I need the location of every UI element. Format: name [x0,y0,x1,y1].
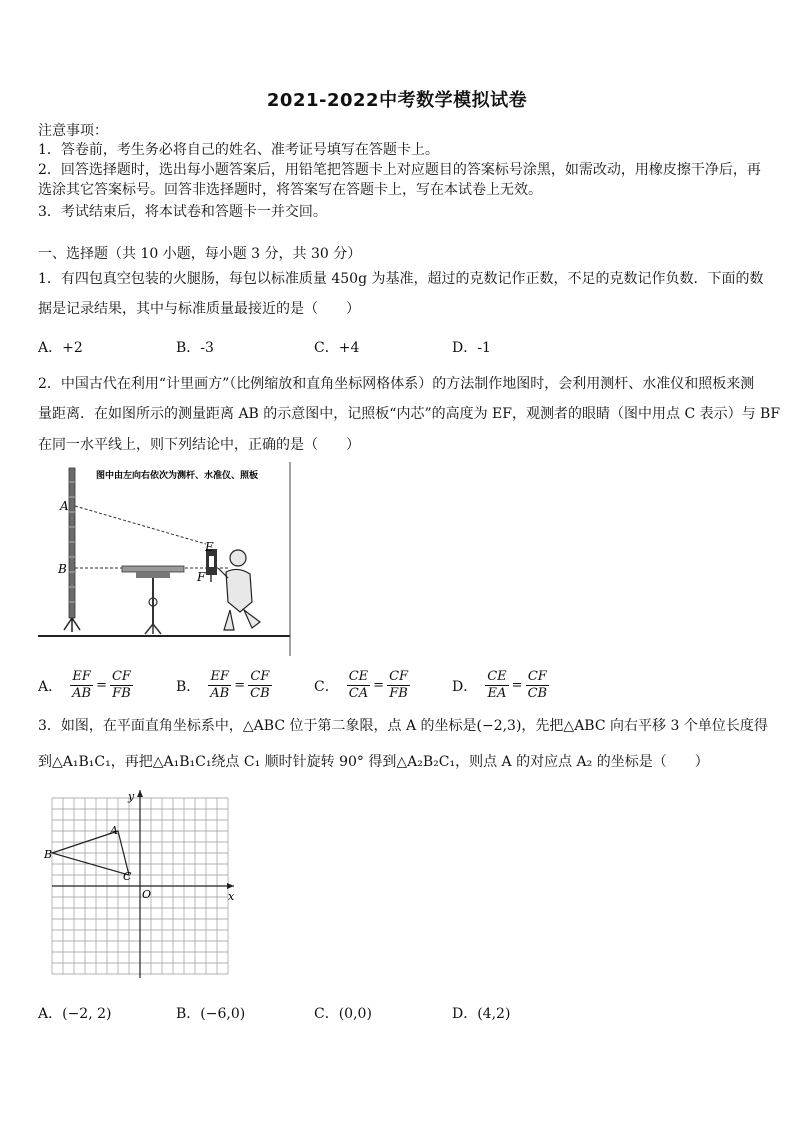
water-level [122,566,184,572]
axis-label-y: y [128,790,135,803]
fraction: $\frac{CF}{CB}$ [527,669,548,701]
question-2-text: 2．中国古代在利用“计里画方”（比例缩放和直角坐标网格体系）的方法制作地图时，会利用测杆、水准仪和照板来测 [38,376,755,392]
q1-option-b[interactable]: B．-3 [176,340,214,356]
point-label-a: A [110,824,118,837]
question-3-text: 3．如图，在平面直角坐标系中，△ABC 位于第二象限，点 A 的坐标是(−2,3)，先把△ABC 向右平移 3 个单位长度得 [38,718,768,734]
surveying-figure [38,462,294,657]
point-label-c: C [123,870,132,883]
label-b: B [58,562,67,576]
page-title: 2021-2022中考数学模拟试卷 [266,90,528,111]
coordinate-grid-figure [42,788,238,984]
origin-label: O [142,888,152,901]
q1-option-d[interactable]: D．-1 [452,340,491,356]
axis-label-x: x [228,890,235,903]
point-label-b: B [44,848,53,861]
notice-item: 选涂其它答案标号。回答非选择题时，将答案写在答题卡上，写在本试卷上无效。 [38,182,542,198]
q3-option-d[interactable]: D．(4,2) [452,1006,511,1022]
rod-stand [64,618,80,632]
sight-line-a [75,506,206,544]
fraction: $\frac{EF}{AB}$ [72,669,92,701]
option-label: A． [38,678,63,695]
question-3-text: 到△A₁B₁C₁，再把△A₁B₁C₁绕点 C₁ 顺时针旋转 90° 得到△A₂B₂C₁，则点 A 的对应点 A₂ 的坐标是（ ） [38,754,709,770]
fraction: $\frac{CE}{CA}$ [348,669,369,701]
fraction: $\frac{CF}{FB}$ [389,669,409,701]
q3-option-c[interactable]: C．(0,0) [314,1006,372,1022]
q2-option-b[interactable]: B． $\frac{EF}{AB}$ = $\frac{CF}{CB}$ [176,669,270,701]
option-label: C． [314,678,339,695]
q2-option-c[interactable]: C． $\frac{CE}{CA}$ = $\frac{CF}{FB}$ [314,669,409,701]
question-2-text: 量距离．在如图所示的测量距离 AB 的示意图中，记照板“内芯”的高度为 EF，观测者的眼睛（图中用点 C 表示）与 BF [38,406,781,422]
notice-item: 3．考试结束后，将本试卷和答题卡一并交回。 [38,204,327,220]
question-1-text: 1．有四包真空包装的火腿肠，每包以标准质量 450g 为基准，超过的克数记作正数，不足的克数记作负数．下面的数 [38,271,764,287]
observer-figure [218,550,260,630]
label-e: E [205,540,214,554]
q2-option-a[interactable]: A． $\frac{EF}{AB}$ = $\frac{CF}{FB}$ [38,669,131,701]
option-label: D． [452,678,478,695]
q3-option-b[interactable]: B．(−6,0) [176,1006,246,1022]
question-2-text: 在同一水平线上，则下列结论中，正确的是（ ） [38,437,360,453]
figure-caption: 图中由左向右依次为测杆、水准仪、照板 [96,471,259,481]
label-f: F [197,570,206,584]
q1-option-c[interactable]: C．+4 [314,340,360,356]
fraction: $\frac{CE}{EA}$ [487,669,507,701]
notice-item: 1．答卷前，考生务必将自己的姓名、准考证号填写在答题卡上。 [38,142,439,158]
notice-heading: 注意事项： [38,123,108,139]
section-heading: 一、选择题（共 10 小题，每小题 3 分，共 30 分） [38,246,362,262]
q3-option-a[interactable]: A．(−2, 2) [38,1006,112,1022]
question-1-text: 据是记录结果，其中与标准质量最接近的是（ ） [38,301,360,317]
measuring-rod [69,468,75,618]
fraction: $\frac{CF}{CB}$ [250,669,270,701]
notice-item: 2．回答选择题时，选出每小题答案后，用铅笔把答题卡上对应题目的答案标号涂黑，如需改动，用橡皮擦干净后，再 [38,162,761,178]
label-a: A [60,499,69,513]
fraction: $\frac{CF}{FB}$ [111,669,131,701]
q1-option-a[interactable]: A．+2 [38,340,83,356]
q2-option-d[interactable]: D． $\frac{CE}{EA}$ = $\frac{CF}{CB}$ [452,669,548,701]
option-label: B． [176,678,201,695]
fraction: $\frac{EF}{AB}$ [210,669,230,701]
